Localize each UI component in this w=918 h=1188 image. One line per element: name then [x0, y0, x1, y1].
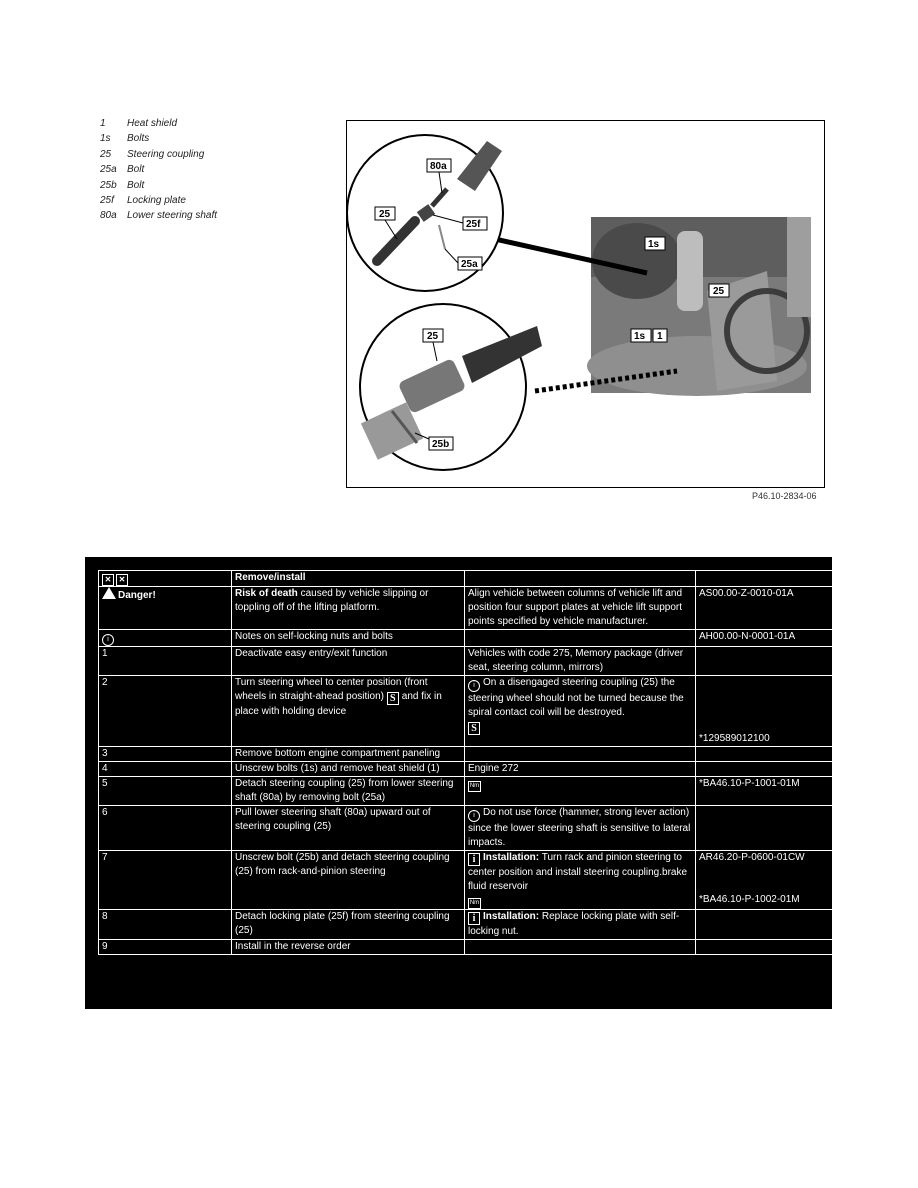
notes-empty [465, 630, 696, 647]
legend-label: Heat shield [127, 118, 178, 129]
step-ref-empty [696, 940, 833, 955]
illustration-drawing [347, 121, 824, 487]
step-note: On a disengaged steering coupling (25) the steering wheel should not be turned because the spiral contact coil will be destroyed. [468, 677, 684, 718]
step-note-cell [465, 806, 696, 851]
callout-label: 25 [713, 286, 725, 297]
table-row [99, 777, 833, 806]
info-circle-icon: i [468, 810, 480, 822]
special-tool-icon: S [468, 722, 480, 735]
danger-label: Danger! [118, 590, 156, 601]
step-ref: *BA46.10-P-1002-01M [699, 894, 800, 905]
step-ref-empty [696, 747, 833, 762]
legend-row [100, 178, 217, 193]
legend-number: 25 [100, 148, 112, 160]
table-row [99, 587, 833, 630]
step-text: Turn steering wheel to center position (front wheels in straight-ahead position) [235, 677, 428, 702]
danger-bold: Risk of death [235, 588, 298, 599]
callout-label: 25 [427, 331, 439, 342]
danger-label-cell [99, 587, 232, 630]
table-row [99, 762, 833, 777]
callout-label: 1s [634, 331, 646, 342]
step-note-cell [465, 910, 696, 940]
special-tool-icon: S [387, 692, 399, 705]
callout-label: 1s [648, 239, 660, 250]
step-number: 1 [99, 647, 232, 676]
legend-label: Bolts [127, 133, 150, 145]
step-ref-empty [696, 762, 833, 777]
table-row [99, 940, 833, 955]
notes-icon-cell [99, 630, 232, 647]
step-note-cell [465, 851, 696, 910]
notes-text: Notes on self-locking nuts and bolts [232, 630, 465, 647]
legend-label: Bolt [127, 179, 145, 191]
step-ref-cell [696, 851, 833, 910]
step-text: Unscrew bolts (1s) and remove heat shield (1) [232, 762, 465, 777]
callout-label: 25 [379, 209, 391, 220]
figure-code: P46.10-2834-06 [752, 491, 817, 501]
legend-row [100, 131, 217, 146]
step-note-cell [465, 676, 696, 747]
danger-text-cell [232, 587, 465, 630]
step-text: Unscrew bolt (25b) and detach steering coupling (25) from rack-and-pinion steering [232, 851, 465, 910]
warning-triangle-icon [102, 587, 116, 599]
header-empty [465, 571, 696, 587]
danger-ref: AS00.00-Z-0010-01A [696, 587, 833, 630]
table-row [99, 647, 833, 676]
step-note: Replace locking plate with self-locking nut. [468, 911, 680, 937]
technical-illustration [346, 120, 825, 488]
step-ref-empty [696, 910, 833, 940]
remove-icon: ✕ [102, 574, 114, 586]
install-icon: ✕ [116, 574, 128, 586]
table-row [99, 676, 833, 747]
legend [100, 116, 217, 224]
table-row [99, 806, 833, 851]
callout-label: 25f [466, 219, 481, 230]
header-title: Remove/install [232, 571, 465, 587]
installation-label: Installation: [483, 911, 540, 922]
legend-label: Steering coupling [127, 148, 205, 160]
legend-row [100, 162, 217, 177]
legend-row [100, 208, 217, 223]
step-note: Turn rack and pinion steering to center position and install steering coupling.brake fluid reservoir [468, 852, 688, 892]
table-row [99, 910, 833, 940]
legend-number: 1s [100, 133, 111, 145]
step-text-cell [232, 676, 465, 747]
info-circle-icon: i [468, 680, 480, 692]
step-note: Do not use force (hammer, strong lever action) since the lower steering shaft is sensitive to lateral impacts. [468, 807, 691, 848]
step-note: Vehicles with code 275, Memory package (driver seat, steering column, mirrors) [465, 647, 696, 676]
legend-number: 25a [100, 164, 117, 176]
step-ref: AR46.20-P-0600-01CW [699, 852, 805, 863]
step-number: 4 [99, 762, 232, 777]
legend-label: Locking plate [127, 195, 186, 207]
info-i-icon: i [468, 853, 480, 866]
table-row [99, 630, 833, 647]
step-text: Detach locking plate (25f) from steering coupling (25) [232, 910, 465, 940]
step-note-cell [465, 777, 696, 806]
legend-row [100, 147, 217, 162]
info-i-icon: i [468, 912, 480, 925]
legend-label: Lower steering shaft [127, 210, 218, 222]
step-number: 6 [99, 806, 232, 851]
legend-number: 80a [100, 210, 117, 222]
legend-label: Bolt [127, 164, 145, 176]
step-note-empty [465, 940, 696, 955]
callout-25-right [709, 284, 729, 297]
frame-rail [787, 217, 811, 317]
legend-row [100, 193, 217, 208]
legend-number: 25f [100, 195, 114, 207]
callout-1s-top [645, 237, 665, 250]
torque-icon: Nm [468, 781, 481, 792]
table-header-row [99, 571, 833, 587]
legend-number: 1 [100, 118, 106, 129]
info-circle-icon: i [102, 634, 114, 646]
procedure-table-frame [85, 557, 832, 1009]
notes-ref: AH00.00-N-0001-01A [696, 630, 833, 647]
step-number: 8 [99, 910, 232, 940]
table-row [99, 851, 833, 910]
step-text: Detach steering coupling (25) from lower steering shaft (80a) by removing bolt (25a) [232, 777, 465, 806]
danger-text: caused by vehicle slipping or toppling off of the lifting platform. [235, 588, 429, 613]
step-number: 7 [99, 851, 232, 910]
step-text: and fix in place with holding device [235, 691, 442, 717]
exhaust-manifold [592, 223, 682, 299]
step-ref: *129589012100 [699, 733, 770, 744]
step-note: Engine 272 [465, 762, 696, 777]
step-text: Deactivate easy entry/exit function [232, 647, 465, 676]
legend-row [100, 116, 217, 131]
callout-label: 25b [432, 439, 450, 450]
step-ref-empty [696, 806, 833, 851]
torque-icon: Nm [468, 898, 481, 909]
step-number: 5 [99, 777, 232, 806]
step-ref-cell [696, 676, 833, 747]
header-icons-cell [99, 571, 232, 587]
step-text: Pull lower steering shaft (80a) upward out of steering coupling (25) [232, 806, 465, 851]
step-text: Install in the reverse order [232, 940, 465, 955]
legend-number: 25b [100, 179, 117, 191]
callout-1s-bottom [631, 329, 651, 342]
step-text: Remove bottom engine compartment paneling [232, 747, 465, 762]
callout-label: 25a [461, 259, 478, 270]
step-number: 3 [99, 747, 232, 762]
callout-1 [653, 329, 667, 342]
procedure-table [98, 570, 833, 955]
callout-label: 80a [430, 161, 447, 172]
header-empty [696, 571, 833, 587]
step-ref: *BA46.10-P-1001-01M [696, 777, 833, 806]
installation-label: Installation: [483, 852, 540, 863]
steering-coupling-photo [677, 231, 703, 311]
step-number: 2 [99, 676, 232, 747]
table-row [99, 747, 833, 762]
callout-label: 1 [657, 331, 663, 342]
step-note-empty [465, 747, 696, 762]
danger-note: Align vehicle between columns of vehicle lift and position four support plates at vehicle lift support points specified by vehicle manufacturer. [465, 587, 696, 630]
step-ref-empty [696, 647, 833, 676]
step-number: 9 [99, 940, 232, 955]
